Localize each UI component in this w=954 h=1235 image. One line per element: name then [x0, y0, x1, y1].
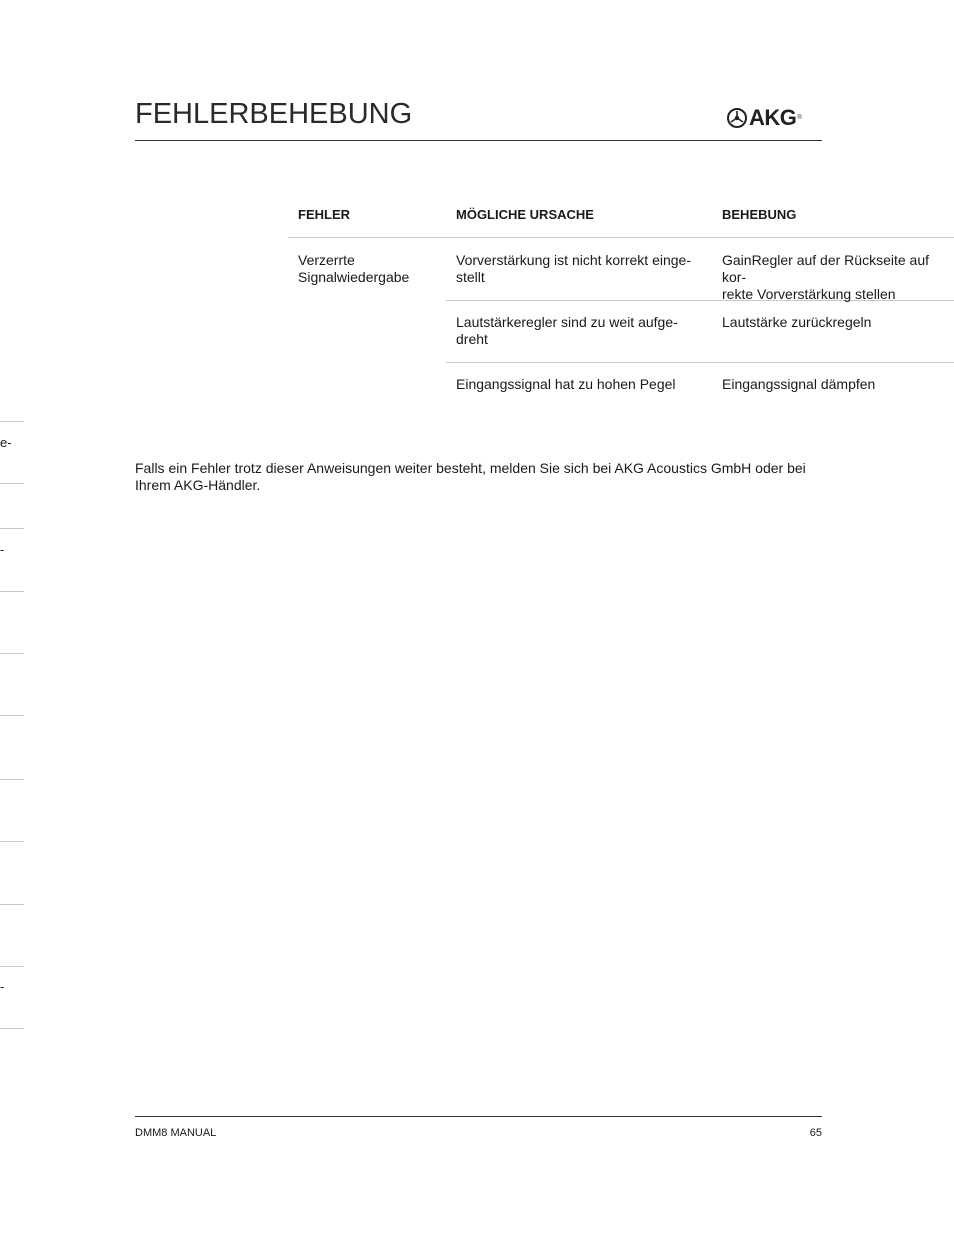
support-note: Falls ein Fehler trotz dieser Anweisungen weiter besteht, melden Sie sich bei AKG Acoustics GmbH oder bei Ihrem AKG-Händler. [135, 460, 806, 493]
side-rule [0, 1028, 24, 1029]
column-header-fault: FEHLER [298, 207, 350, 222]
side-fragment: - [0, 979, 5, 994]
header-rule [135, 140, 822, 141]
side-rule [0, 904, 24, 905]
cause-cell: Lautstärkeregler sind zu weit aufge- dreht [456, 314, 678, 347]
side-rule [0, 591, 24, 592]
troubleshooting-table [288, 190, 954, 392]
side-fragment: e- [0, 435, 12, 450]
table-row [446, 300, 954, 363]
cause-cell: Eingangssignal hat zu hohen Pegel [456, 376, 676, 392]
fix-cell: GainRegler auf der Rückseite auf kor- rekte Vorverstärkung stellen [722, 252, 929, 302]
table-row [446, 362, 954, 412]
side-rule [0, 841, 24, 842]
logo-text: AKG [749, 105, 797, 130]
column-header-cause: MÖGLICHE URSACHE [456, 207, 594, 222]
page-number: 65 [809, 1127, 822, 1139]
side-fragment: - [0, 542, 5, 557]
side-rule [0, 966, 24, 967]
akg-logo-icon [727, 108, 747, 128]
table-header-row [288, 190, 954, 238]
side-rule [0, 421, 24, 422]
page-title: FEHLERBEHEBUNG [135, 98, 413, 130]
logo-trademark: ® [797, 115, 802, 121]
fault-cell: Verzerrte Signalwiedergabe [298, 252, 410, 285]
column-header-fix: BEHEBUNG [722, 207, 797, 222]
side-rule [0, 653, 24, 654]
side-rule [0, 715, 24, 716]
side-rule [0, 779, 24, 780]
footer-rule [135, 1116, 822, 1117]
side-rule [0, 483, 24, 484]
side-rule [0, 528, 24, 529]
table-row [446, 237, 954, 301]
fix-cell: Lautstärke zurückregeln [722, 314, 872, 330]
akg-logo [727, 105, 823, 131]
cause-cell: Vorverstärkung ist nicht korrekt einge- stellt [456, 252, 691, 285]
fix-cell: Eingangssignal dämpfen [722, 376, 876, 392]
footer-manual-name: DMM8 MANUAL [135, 1127, 217, 1139]
